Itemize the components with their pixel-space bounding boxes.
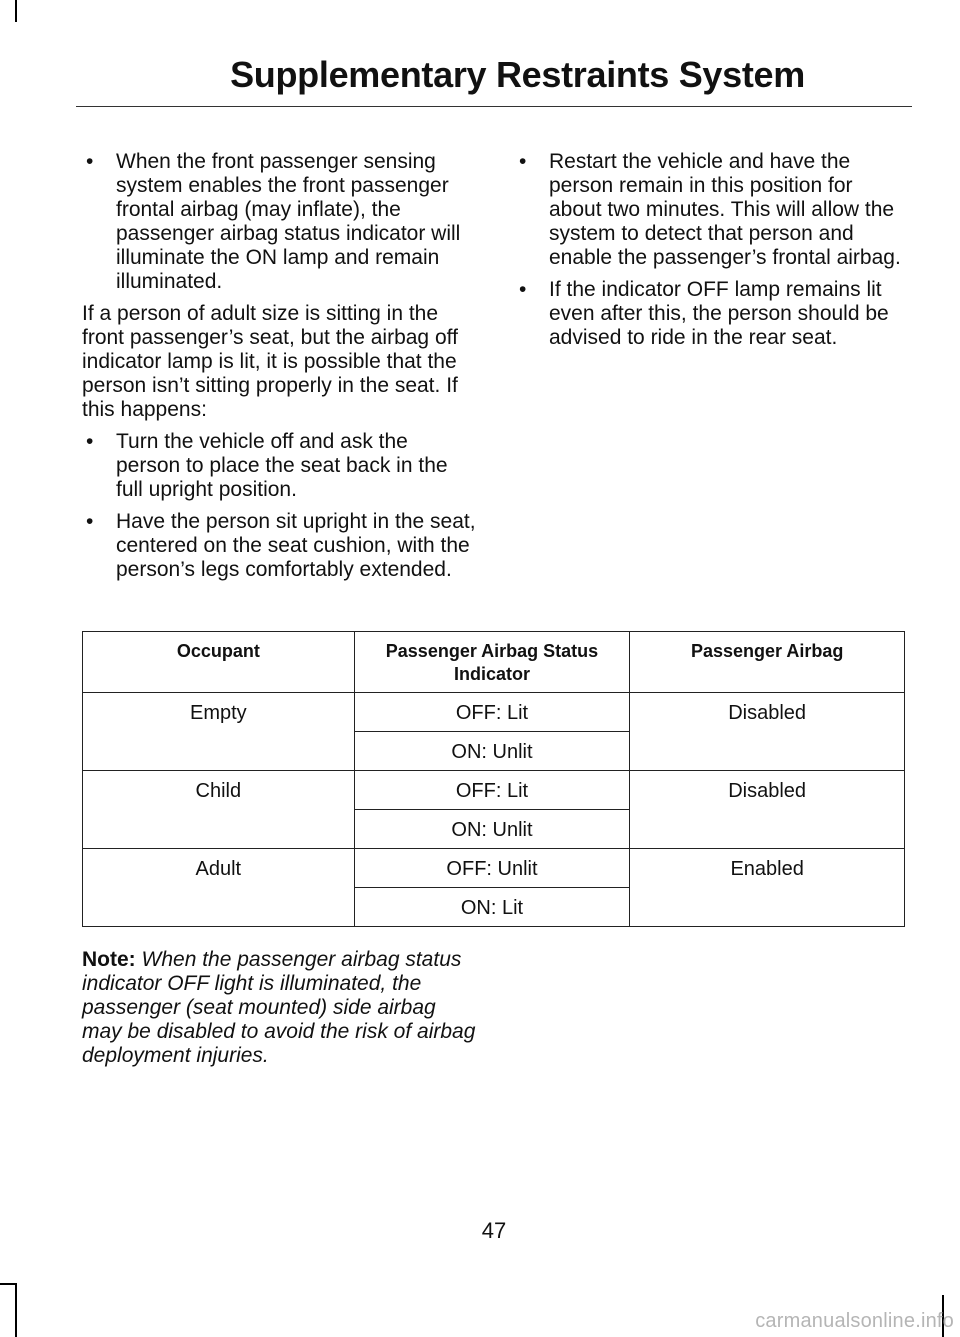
list-item	[82, 430, 477, 502]
table-row	[83, 849, 905, 888]
indicator-cell: OFF: Lit	[354, 693, 630, 732]
bullet-marker: •	[519, 150, 527, 173]
indicator-cell: ON: Unlit	[354, 810, 630, 849]
list-item-text: Restart the vehicle and have the person remain in this position for about two minutes. This will allow the system to detect that person and enable the passenger’s frontal airbag.	[549, 150, 901, 269]
indicator-cell: ON: Unlit	[354, 732, 630, 771]
crop-mark-top-left-v	[15, 0, 17, 22]
watermark[interactable]: carmanualsonline.info	[755, 1310, 954, 1332]
left-column	[82, 150, 477, 590]
bullet-marker: •	[519, 278, 527, 301]
note-label: Note:	[82, 948, 136, 971]
list-item-text: Have the person sit upright in the seat, centered on the seat cushion, with the person’s legs comfortably extended.	[116, 510, 476, 581]
list-item-text: When the front passenger sensing system enables the front passenger frontal airbag (may inflate), the passenger airbag status indicator will illuminate the ON lamp and remain illuminated.	[116, 150, 461, 293]
bullet-marker: •	[86, 150, 94, 173]
column-header-indicator: Passenger Airbag Status Indicator	[354, 632, 630, 693]
header-divider	[76, 106, 912, 107]
column-header-occupant: Occupant	[83, 632, 355, 693]
list-item	[515, 150, 910, 270]
list-item	[82, 510, 477, 582]
page-number: 47	[481, 1218, 507, 1243]
table-row	[83, 771, 905, 810]
body-paragraph: If a person of adult size is sitting in the front passenger’s seat, but the airbag off indicator lamp is lit, it is possible that the person isn’t sitting properly in the seat. If this happens:	[82, 302, 458, 421]
crop-mark-bottom-left-v	[15, 1283, 17, 1337]
note-block	[82, 948, 477, 1068]
right-column	[515, 150, 910, 358]
airbag-cell: Enabled	[630, 849, 905, 927]
airbag-status-table	[82, 631, 905, 927]
airbag-cell: Disabled	[630, 693, 905, 771]
table-header-row	[83, 632, 905, 693]
bullet-marker: •	[86, 430, 94, 453]
list-item	[515, 278, 910, 350]
bullet-marker: •	[86, 510, 94, 533]
occupant-cell: Child	[83, 771, 355, 849]
table-row	[83, 693, 905, 732]
list-item-text: Turn the vehicle off and ask the person to place the seat back in the full upright position.	[116, 430, 448, 501]
indicator-cell: OFF: Unlit	[354, 849, 630, 888]
list-item-text: If the indicator OFF lamp remains lit even after this, the person should be advised to ride in the rear seat.	[549, 278, 889, 349]
indicator-cell: OFF: Lit	[354, 771, 630, 810]
indicator-cell: ON: Lit	[354, 888, 630, 927]
list-item	[82, 150, 477, 294]
airbag-cell: Disabled	[630, 771, 905, 849]
occupant-cell: Empty	[83, 693, 355, 771]
column-header-airbag: Passenger Airbag	[630, 632, 905, 693]
crop-mark-bottom-left-h	[0, 1283, 17, 1285]
note-text: When the passenger airbag status indicator OFF light is illuminated, the passenger (seat mounted) side airbag may be disabled to avoid the risk of airbag deployment injuries.	[82, 948, 476, 1067]
page-title: Supplementary Restraints System	[230, 54, 805, 95]
occupant-cell: Adult	[83, 849, 355, 927]
